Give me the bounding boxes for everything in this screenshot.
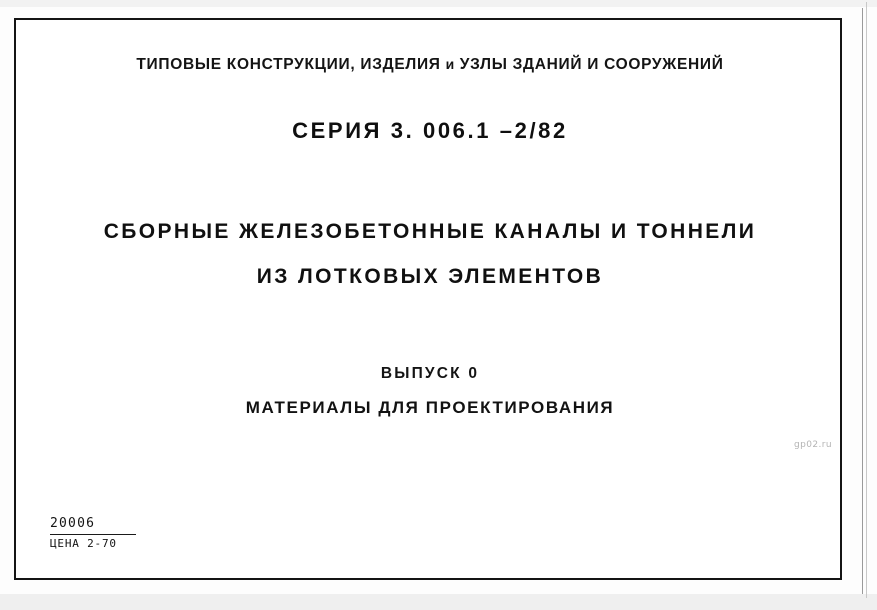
document-border-frame <box>14 18 842 580</box>
series-number: СЕРИЯ 3. 006.1 –2/82 <box>292 118 568 143</box>
kicker-part-2: УЗЛЫ ЗДАНИЙ И СООРУЖЕНИЙ <box>459 56 724 73</box>
issue-number: ВЫПУСК 0 <box>380 365 480 382</box>
scan-right-rule-secondary <box>866 2 867 598</box>
kicker-conjunction: и <box>445 56 455 72</box>
price-label: ЦЕНА 2-70 <box>50 537 117 550</box>
document-kicker <box>16 56 844 74</box>
kicker-part-1: ТИПОВЫЕ КОНСТРУКЦИИ, ИЗДЕЛИЯ <box>136 56 441 73</box>
scan-edge-top <box>0 0 877 7</box>
watermark-text: gp02.ru <box>794 440 832 450</box>
page-subtitle: МАТЕРИАЛЫ ДЛЯ ПРОЕКТИРОВАНИЯ <box>245 398 615 417</box>
scan-right-rule <box>862 8 863 594</box>
stamp-underline <box>50 534 136 535</box>
title-page-content <box>16 20 844 582</box>
stamp-code: 20006 <box>50 516 96 531</box>
page-title-line-1: СБОРНЫЕ ЖЕЛЕЗОБЕТОННЫЕ КАНАЛЫ И ТОННЕЛИ <box>103 220 757 243</box>
scan-edge-bottom <box>0 594 877 610</box>
page-title-line-2: ИЗ ЛОТКОВЫХ ЭЛЕМЕНТОВ <box>256 265 604 288</box>
stamp-price-block <box>50 516 160 550</box>
